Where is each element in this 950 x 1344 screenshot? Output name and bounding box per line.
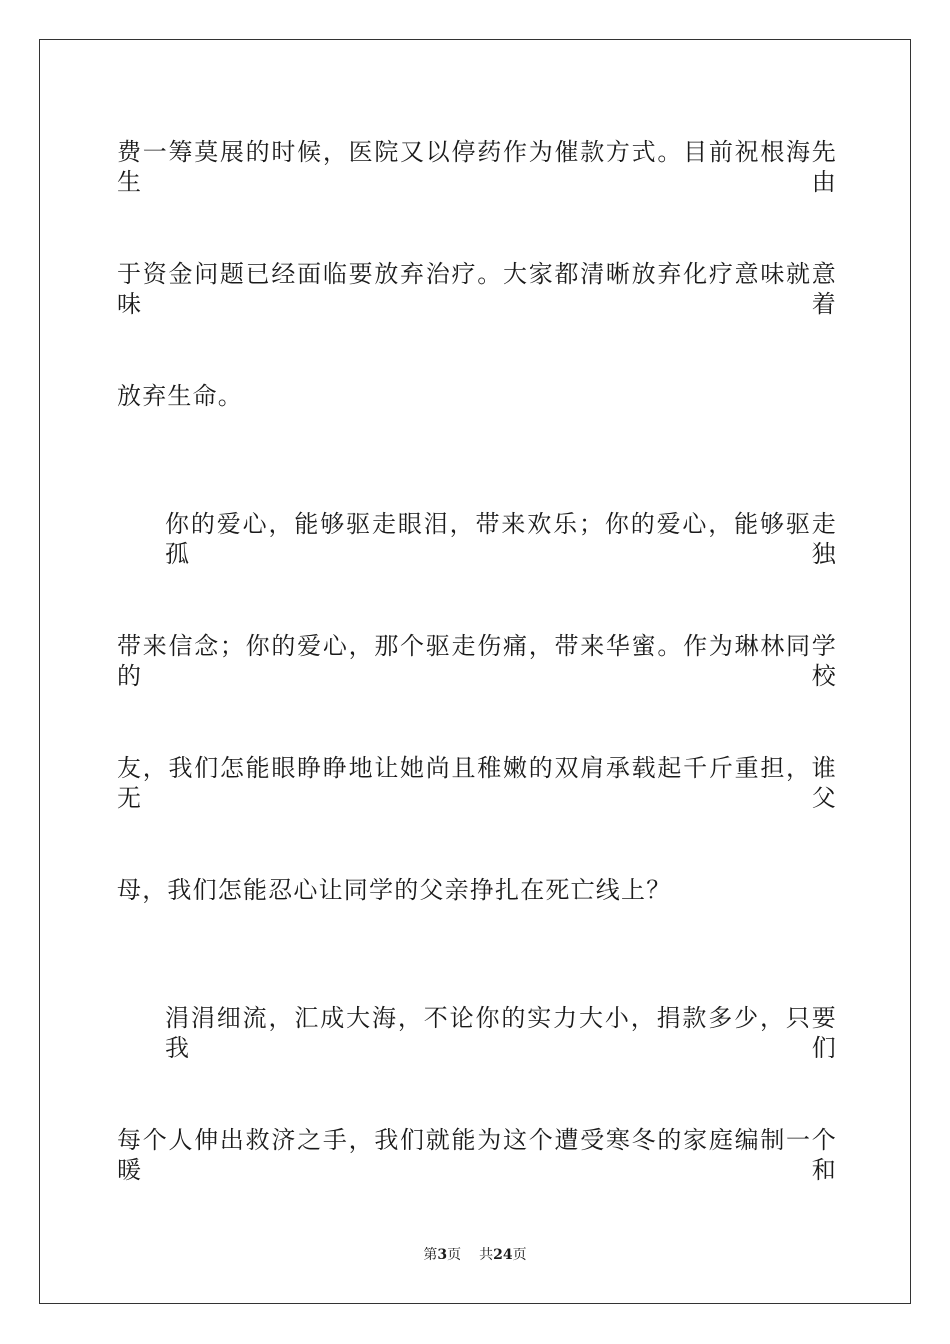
text-line: 友，我们怎能眼睁睁地让她尚且稚嫩的双肩承载起千斤重担，谁无父 <box>117 754 837 812</box>
text-line: 每个人伸出救济之手，我们就能为这个遭受寒冬的家庭编制一个暖和 <box>117 1126 837 1184</box>
text-line: 放弃生命。 <box>117 382 243 410</box>
text-line: 费一筹莫展的时候，医院又以停药作为催款方式。目前祝根海先生由 <box>117 138 837 196</box>
page-suffix: 页 <box>447 1247 462 1263</box>
text-line: 带来信念；你的爱心，那个驱走伤痛，带来华蜜。作为琳林同学的校 <box>117 632 837 690</box>
total-suffix: 页 <box>512 1247 527 1263</box>
text-line: 你的爱心，能够驱走眼泪，带来欢乐；你的爱心，能够驱走孤独 <box>165 510 837 568</box>
page-footer <box>0 1246 950 1264</box>
text-line: 母，我们怎能忍心让同学的父亲挣扎在死亡线上？ <box>117 876 672 904</box>
page-prefix: 第 <box>423 1247 438 1263</box>
page-number: 3 <box>437 1247 448 1263</box>
total-prefix: 共 <box>479 1247 494 1263</box>
total-pages: 24 <box>493 1247 513 1263</box>
text-line: 涓涓细流，汇成大海，不论你的实力大小，捐款多少，只要我们 <box>165 1004 837 1062</box>
text-line: 于资金问题已经面临要放弃治疗。大家都清晰放弃化疗意味就意味着 <box>117 260 837 318</box>
